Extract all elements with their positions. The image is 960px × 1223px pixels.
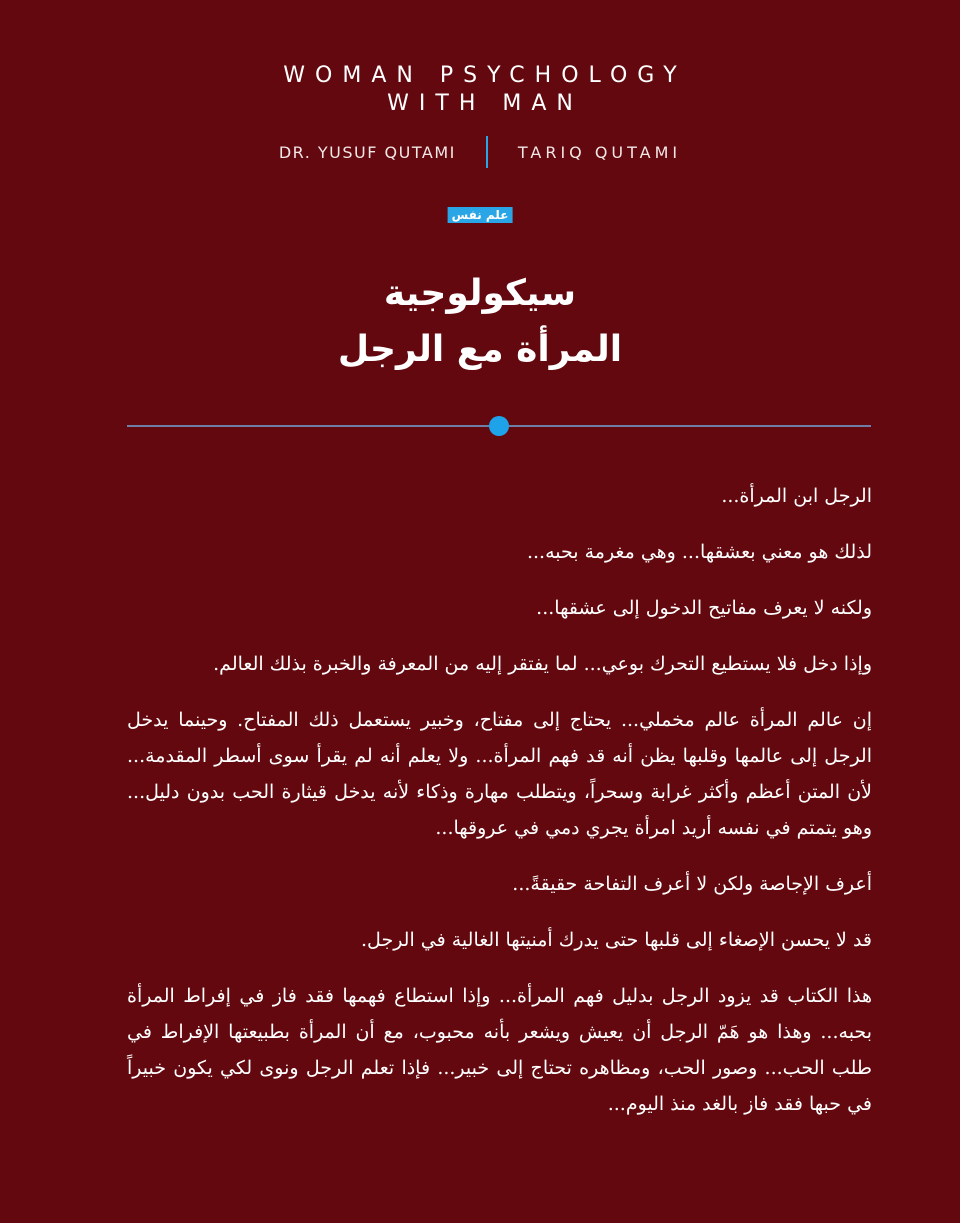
english-title [0,62,960,118]
author-2: TARIQ QUTAMI [517,142,682,162]
arabic-title [0,266,960,378]
paragraph-5: إن عالم المرأة عالم مخملي... يحتاج إلى مفتاح، وخبير يستعمل ذلك المفتاح. وحينما يدخل الرجل إلى عالمها وقلبها يظن أنه قد فهم المرأة... ولا يعلم أنه لم يقرأ سوى أسطر المقدمة... لأن المتن أعظم وأكثر غرابة وسحراً، ويتطلب مهارة وذكاء لأنه يدخل قيثارة الحب بدون دليل... وهو يتمتم في نفسه أريد امرأة يجري دمي في عروقها... [127,709,872,839]
paragraph-3: ولكنه لا يعرف مفاتيح الدخول إلى عشقها... [536,597,872,619]
paragraph-6: أعرف الإجاصة ولكن لا أعرف التفاحة حقيقةً... [512,873,872,895]
arabic-title-line-1: سيكولوجية [383,273,577,314]
paragraph-7: قد لا يحسن الإصغاء إلى قلبها حتى يدرك أمنيتها الغالية في الرجل. [361,929,872,951]
category-badge: علم نفس [448,207,513,223]
authors-row [0,136,960,168]
arabic-title-line-2: المرأة مع الرجل [337,329,623,370]
english-title-line-1: WOMAN PSYCHOLOGY [283,63,687,88]
paragraph-1: الرجل ابن المرأة... [721,485,872,507]
divider-dot [489,416,509,436]
paragraph-2: لذلك هو معني بعشقها... وهي مغرمة بحبه... [526,541,872,563]
author-1: DR. YUSUF QUTAMI [278,142,456,162]
paragraph-8: هذا الكتاب قد يزود الرجل بدليل فهم المرأة... وإذا استطاع فهمها فقد فاز في إفراط المرأة بحبه... وهذا هو هَمّ الرجل أن يعيش ويشعر بأنه محبوب، مع أن المرأة بطبيعتها الإفراط في طلب الحب... وصور الحب، ومظاهره تحتاج إلى خبير... فإذا تعلم الرجل ونوى لكي يكون خبيراً في حبها فقد فاز بالغد منذ اليوم... [127,985,872,1115]
blurb-text [127,478,872,1142]
author-separator [486,136,488,168]
english-title-line-2: WITH MAN [387,91,583,116]
paragraph-4: وإذا دخل فلا يستطيع التحرك بوعي... لما يفتقر إليه من المعرفة والخبرة بذلك العالم. [213,653,872,675]
